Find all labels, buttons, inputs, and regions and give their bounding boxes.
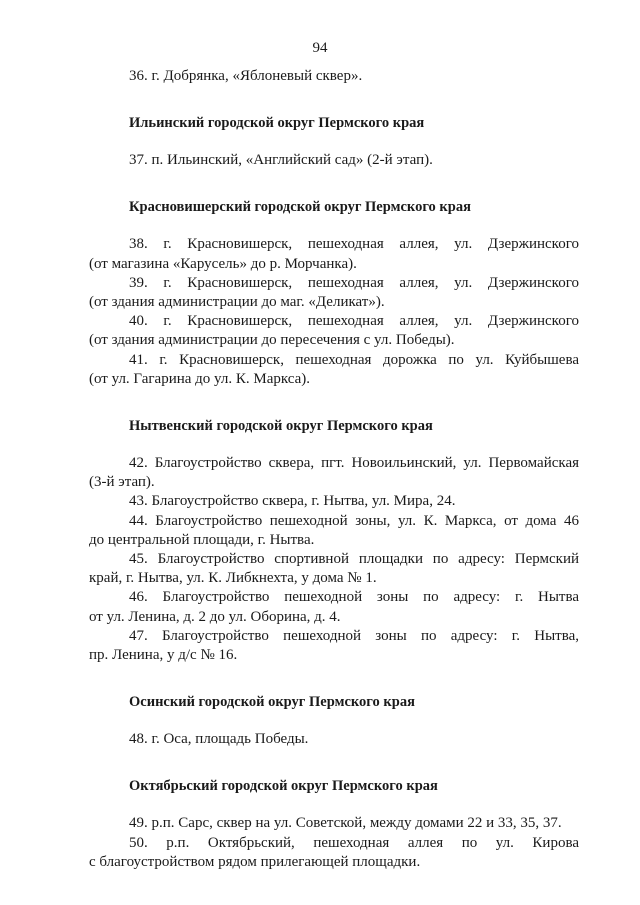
list-item bbox=[89, 814, 579, 833]
item-line: 44. Благоустройство пешеходной зоны, ул. К. Маркса, от дома 46 bbox=[129, 512, 579, 529]
item-line: 42. Благоустройство сквера, пгт. Новоильинский, ул. Первомайская bbox=[129, 455, 579, 472]
item-line: 41. г. Красновишерск, пешеходная дорожка по ул. Куйбышева bbox=[129, 351, 579, 368]
document-body bbox=[89, 67, 579, 872]
item-line: 45. Благоустройство спортивной площадки по адресу: Пермский bbox=[129, 551, 579, 568]
list-item bbox=[89, 235, 579, 273]
item-line: 36. г. Добрянка, «Яблоневый сквер». bbox=[129, 68, 363, 84]
item-line: 43. Благоустройство сквера, г. Нытва, ул. Мира, 24. bbox=[129, 493, 456, 510]
item-line: до центральной площади, г. Нытва. bbox=[89, 531, 315, 548]
list-item bbox=[89, 550, 579, 588]
list-item bbox=[89, 512, 579, 550]
list-item bbox=[89, 312, 579, 350]
item-line: (от магазина «Карусель» до р. Морчанка). bbox=[89, 255, 357, 272]
item-line: пр. Ленина, у д/с № 16. bbox=[89, 647, 238, 664]
list-item bbox=[89, 730, 579, 749]
section-heading: Нытвенский городской округ Пермского края bbox=[129, 418, 433, 435]
item-line: с благоустройством рядом прилегающей площадки. bbox=[89, 853, 421, 870]
item-line: 50. р.п. Октябрьский, пешеходная аллея по ул. Кирова bbox=[129, 834, 579, 851]
list-item bbox=[89, 151, 579, 170]
section-heading: Красновишерский городской округ Пермского края bbox=[129, 199, 471, 216]
section-heading: Октябрьский городской округ Пермского края bbox=[129, 778, 438, 795]
item-line: 39. г. Красновишерск, пешеходная аллея, ул. Дзержинского bbox=[129, 274, 579, 291]
item-line: (от здания администрации до маг. «Деликат»). bbox=[89, 294, 385, 311]
list-item bbox=[89, 67, 579, 86]
list-item bbox=[89, 834, 579, 872]
item-line: 38. г. Красновишерск, пешеходная аллея, ул. Дзержинского bbox=[129, 236, 579, 253]
item-line: (от ул. Гагарина до ул. К. Маркса). bbox=[89, 370, 311, 387]
item-line: край, г. Нытва, ул. К. Либкнехта, у дома № 1. bbox=[89, 570, 377, 587]
list-item bbox=[89, 627, 579, 665]
item-line: 49. р.п. Сарс, сквер на ул. Советской, между домами 22 и 33, 35, 37. bbox=[129, 815, 562, 832]
list-item bbox=[89, 454, 579, 492]
section-heading: Осинский городской округ Пермского края bbox=[129, 694, 415, 711]
list-item bbox=[89, 351, 579, 389]
item-line: 37. п. Ильинский, «Английский сад» (2-й этап). bbox=[129, 152, 433, 169]
list-item bbox=[89, 588, 579, 626]
list-item bbox=[89, 492, 579, 511]
item-line: 40. г. Красновишерск, пешеходная аллея, ул. Дзержинского bbox=[129, 313, 579, 330]
item-line: (от здания администрации до пересечения с ул. Победы). bbox=[89, 332, 455, 349]
item-line: 47. Благоустройство пешеходной зоны по адресу: г. Нытва, bbox=[129, 627, 579, 644]
page-number: 94 bbox=[312, 40, 328, 56]
item-line: от ул. Ленина, д. 2 до ул. Оборина, д. 4. bbox=[89, 608, 341, 625]
item-line: (3-й этап). bbox=[89, 474, 155, 491]
item-line: 48. г. Оса, площадь Победы. bbox=[129, 731, 309, 748]
section-heading: Ильинский городской округ Пермского края bbox=[129, 115, 425, 132]
list-item bbox=[89, 274, 579, 312]
item-line: 46. Благоустройство пешеходной зоны по адресу: г. Нытва bbox=[129, 589, 579, 606]
